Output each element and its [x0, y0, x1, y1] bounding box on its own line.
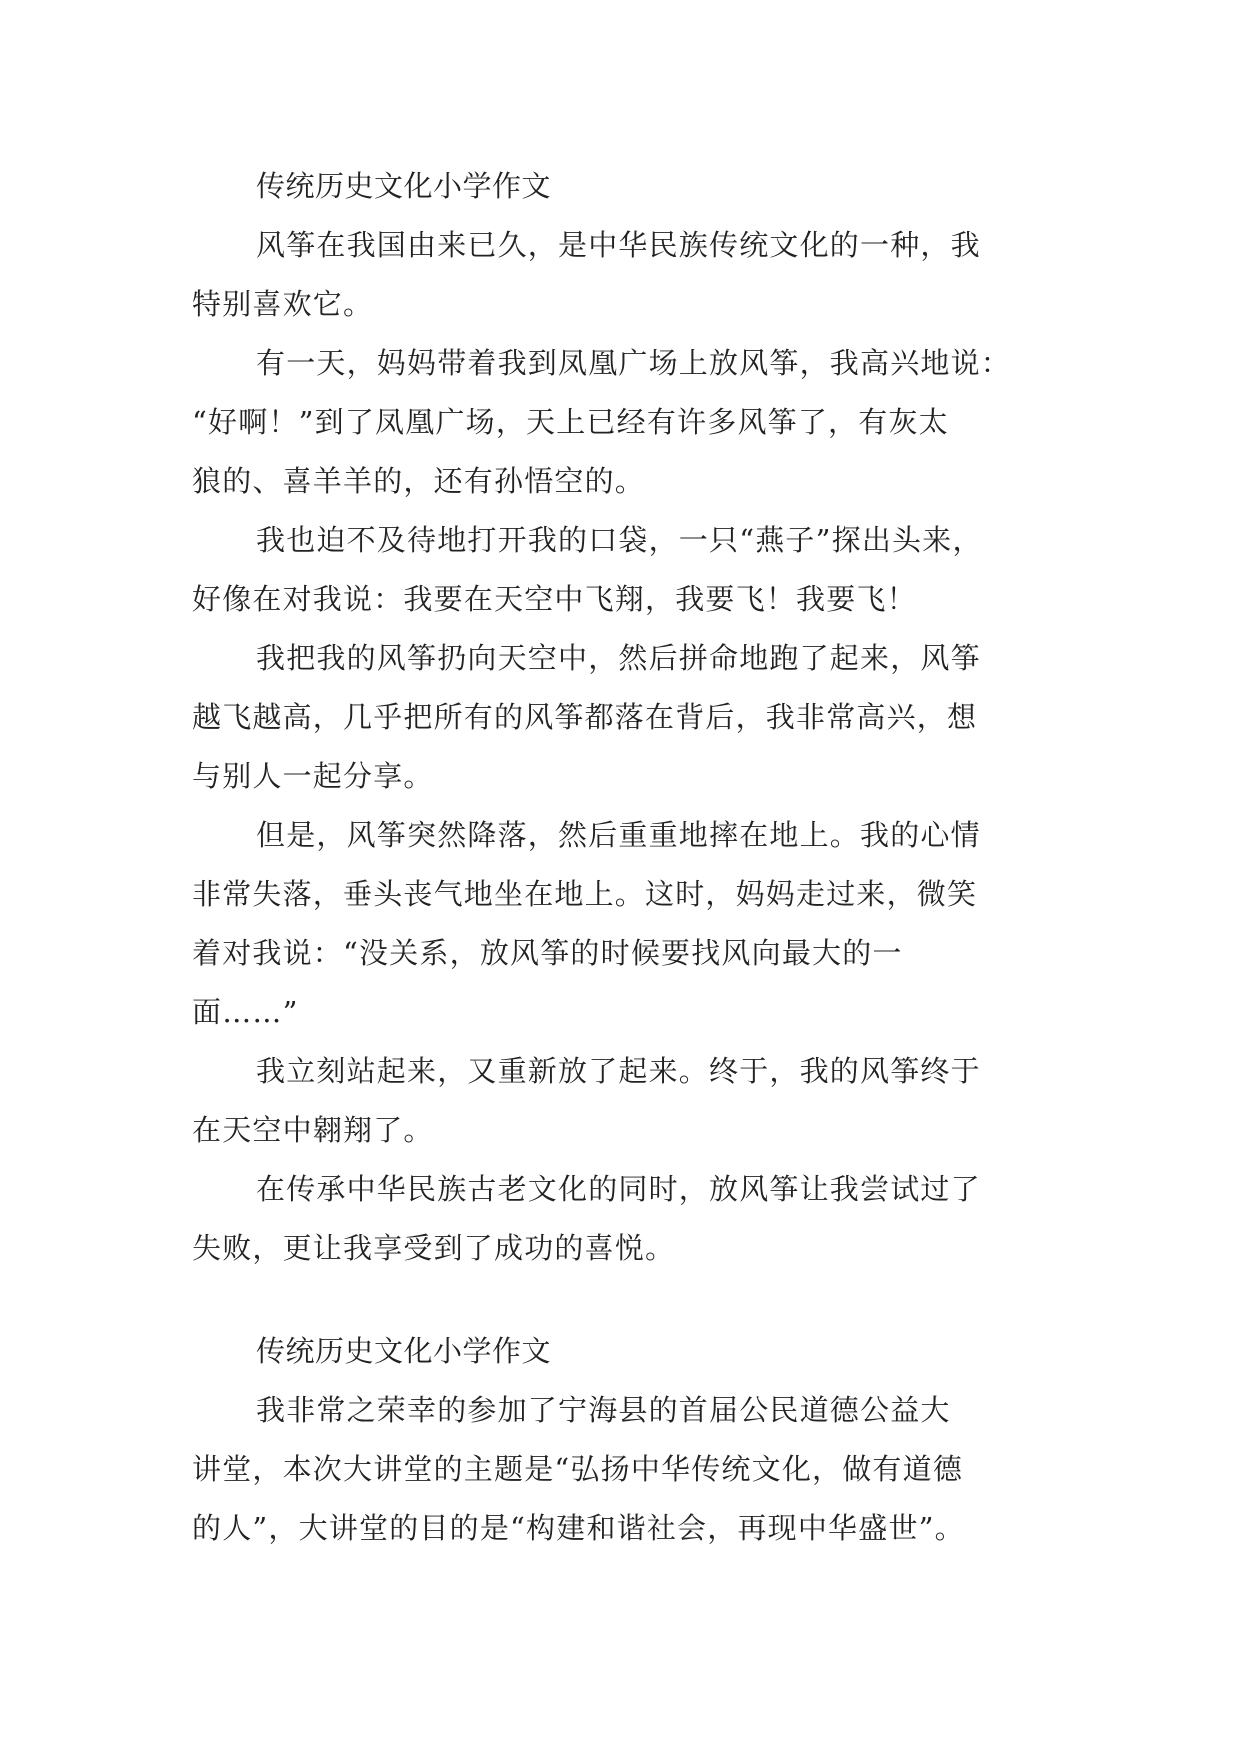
essay-title: 传统历史文化小学作文: [256, 169, 552, 203]
paragraph-line: 着对我说：“没关系，放风筝的时候要找风向最大的一: [192, 936, 903, 970]
paragraph-line: 失败，更让我享受到了成功的喜悦。: [192, 1231, 676, 1265]
essay-title: 传统历史文化小学作文: [256, 1334, 552, 1368]
essay-section-1: [192, 157, 1052, 1278]
paragraph-line: 有一天，妈妈带着我到凤凰广场上放风筝，我高兴地说：: [256, 346, 1012, 380]
essay-section-2: [192, 1322, 1052, 1558]
paragraph-line: 我立刻站起来，又重新放了起来。终于，我的风筝终于: [256, 1054, 981, 1088]
paragraph-line: 我非常之荣幸的参加了宁海县的首届公民道德公益大: [256, 1393, 951, 1427]
paragraph-line: 特别喜欢它。: [192, 287, 374, 321]
paragraph-line: 我把我的风筝扔向天空中，然后拼命地跑了起来，风筝: [256, 641, 981, 675]
paragraph-line: 我也迫不及待地打开我的口袋，一只“燕子”探出头来，: [256, 523, 983, 557]
paragraph-line: 风筝在我国由来已久，是中华民族传统文化的一种，我: [256, 228, 981, 262]
paragraph-line: 的人”，大讲堂的目的是“构建和谐社会，再现中华盛世”。: [192, 1511, 965, 1545]
paragraph-line: 在天空中翱翔了。: [192, 1113, 434, 1147]
paragraph-line: 越飞越高，几乎把所有的风筝都落在背后，我非常高兴，想: [192, 700, 978, 734]
paragraph-line: 面……”: [192, 995, 299, 1029]
paragraph-line: 非常失落，垂头丧气地坐在地上。这时，妈妈走过来，微笑: [192, 877, 978, 911]
paragraph-line: 与别人一起分享。: [192, 759, 434, 793]
paragraph-line: “好啊！”到了凤凰广场，天上已经有许多风筝了，有灰太: [192, 405, 949, 439]
paragraph-line: 在传承中华民族古老文化的同时，放风筝让我尝试过了: [256, 1172, 981, 1206]
paragraph-line: 狼的、喜羊羊的，还有孙悟空的。: [192, 464, 646, 498]
paragraph-line: 好像在对我说：我要在天空中飞翔，我要飞！我要飞！: [192, 582, 917, 616]
paragraph-line: 讲堂，本次大讲堂的主题是“弘扬中华传统文化，做有道德: [192, 1452, 964, 1486]
paragraph-line: 但是，风筝突然降落，然后重重地摔在地上。我的心情: [256, 818, 981, 852]
